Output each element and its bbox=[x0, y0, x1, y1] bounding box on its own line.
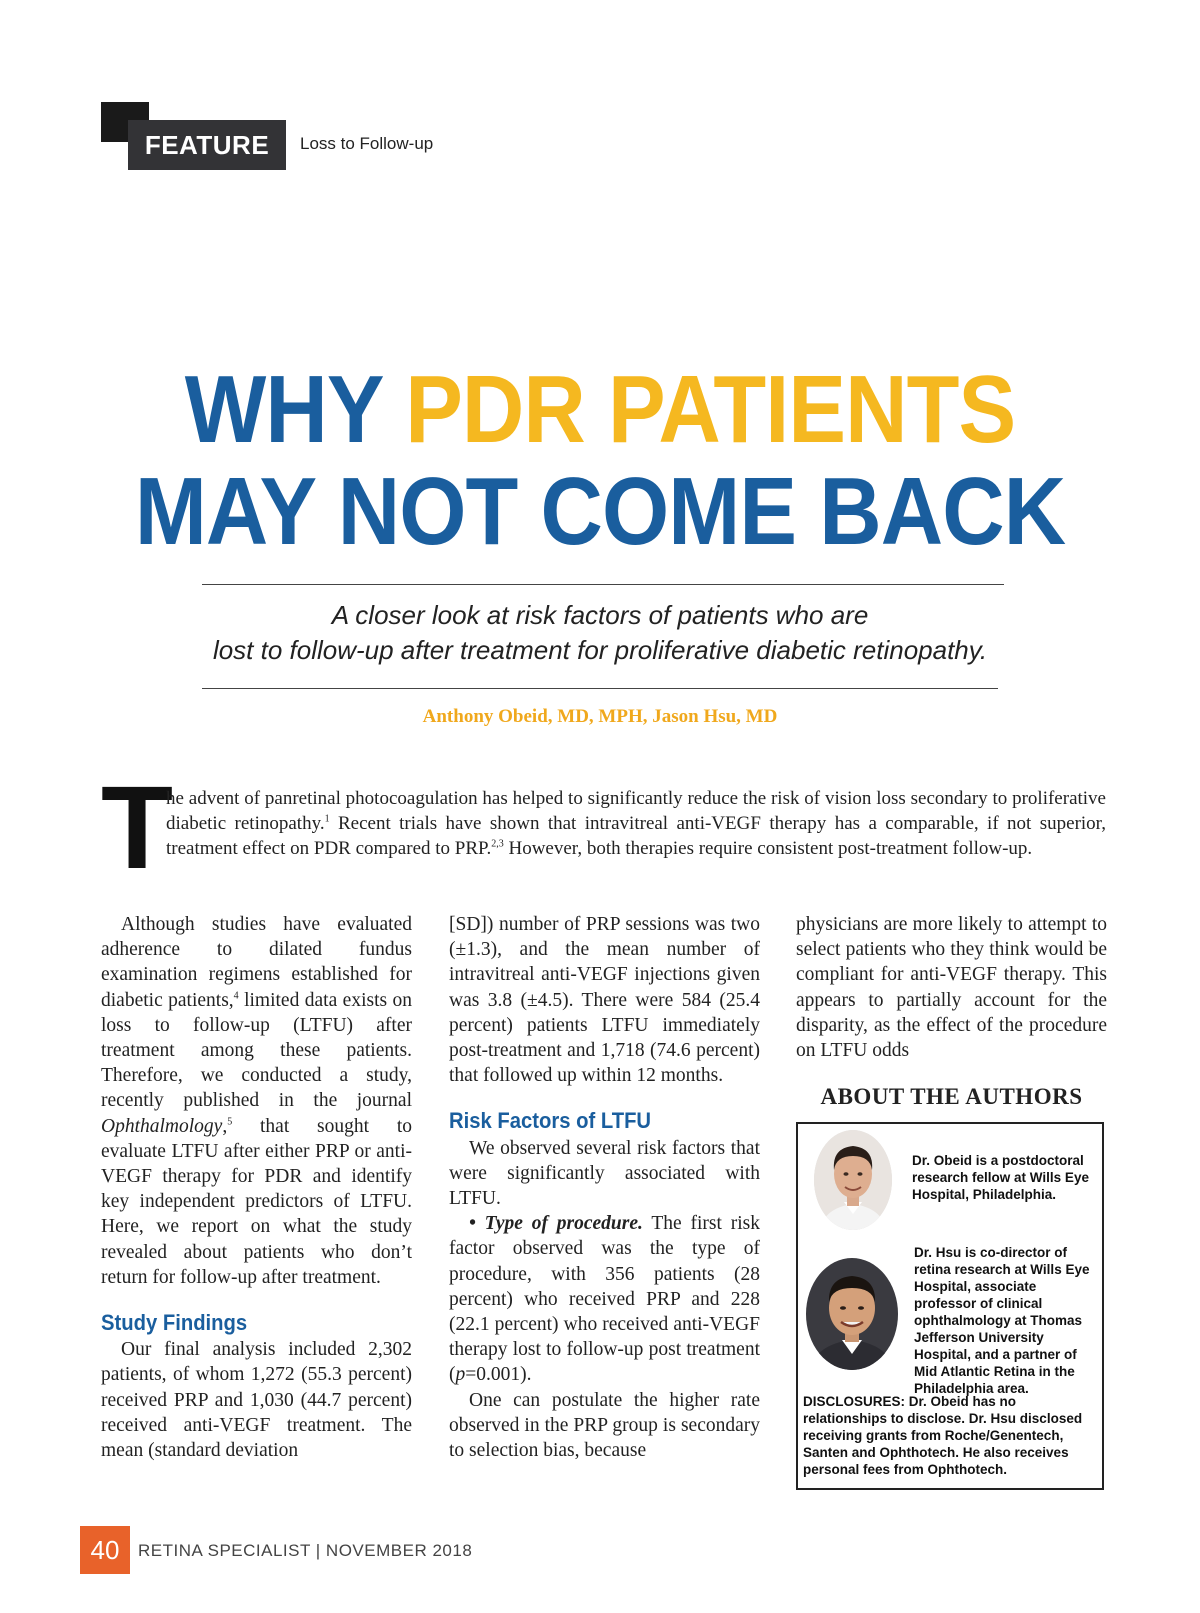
ref-2-3: 2,3 bbox=[491, 838, 504, 850]
intro-text-b: Recent trials have shown that intravitreal anti-VEGF therapy has a comparable, if not superior, treatment effect on PDR compared to PRP. bbox=[166, 813, 1106, 859]
portrait-icon bbox=[806, 1258, 898, 1370]
col3-paragraph-1: physicians are more likely to attempt to select patients who they think would be compliant for anti-VEGF therapy. This appears to partially account for the disparity, as the effect of the procedure on LTFU odds bbox=[796, 914, 1107, 1062]
p-value-symbol: p bbox=[455, 1364, 466, 1386]
headline-line-2: MAY NOT COME BACK bbox=[134, 458, 1066, 565]
section-label: Loss to Follow-up bbox=[300, 134, 434, 153]
ref-5: 5 bbox=[227, 1116, 233, 1128]
col2-text-a: The first risk factor observed was the type of procedure, with 356 patients (28 percent) who received PRP and 228 (22.1 percent) who received anti-VEGF therapy lost to follow-up post treatment ( bbox=[449, 1213, 760, 1386]
disclosures: DISCLOSURES: Dr. Obeid has no relationships to disclose. Dr. Hsu disclosed receiving grants from Roche/Genentech, Santen and Ophthotech. He also receives personal fees from Ophthotech. bbox=[803, 1394, 1083, 1477]
publication-footer: RETINA SPECIALIST | NOVEMBER 2018 bbox=[138, 1541, 473, 1560]
deck-line-1: A closer look at risk factors of patients who are bbox=[331, 600, 869, 630]
deck-line-2: lost to follow-up after treatment for proliferative diabetic retinopathy. bbox=[212, 635, 988, 665]
heading-study-findings: Study Findings bbox=[101, 1310, 248, 1336]
intro-text-a: he advent of panretinal photocoagulation has helped to significantly reduce the risk of vision loss secondary to proliferative diabetic retinopathy. bbox=[166, 788, 1106, 834]
ref-1: 1 bbox=[324, 813, 330, 825]
divider-bottom bbox=[202, 688, 998, 689]
ref-4: 4 bbox=[233, 990, 239, 1002]
about-authors-title: ABOUT THE AUTHORS bbox=[820, 1084, 1083, 1109]
heading-risk-factors: Risk Factors of LTFU bbox=[449, 1108, 652, 1134]
col1-paragraph-2: Our final analysis included 2,302 patients, of whom 1,272 (55.3 percent) received PRP and 1,030 (44.7 percent) received anti-VEGF treatment. The mean (standard deviation bbox=[101, 1339, 412, 1462]
deck bbox=[0, 598, 1200, 668]
column-1 bbox=[101, 912, 412, 1463]
col2-paragraph-4: One can postulate the higher rate observed in the PRP group is secondary to selection bias, because bbox=[449, 1389, 760, 1462]
drop-cap: T bbox=[101, 762, 174, 894]
feature-tag: FEATURE bbox=[128, 120, 286, 170]
bullet-type-of-procedure: • Type of procedure. bbox=[469, 1213, 643, 1235]
bio-hsu: Dr. Hsu is co-director of retina research at Wills Eye Hospital, associate professor of clinical ophthalmology at Thomas Jefferson University Hospital, and a partner of Mid Atlantic Retina in the Philadelphia area. bbox=[914, 1245, 1090, 1396]
col2-paragraph-3 bbox=[449, 1211, 760, 1387]
headline-part-blue: WHY bbox=[184, 356, 406, 463]
col2-paragraph-2: We observed several risk factors that were significantly associated with LTFU. bbox=[449, 1137, 760, 1210]
col2-text-b: =0.001). bbox=[465, 1364, 532, 1386]
byline: Anthony Obeid, MD, MPH, Jason Hsu, MD bbox=[422, 706, 778, 727]
col1-text-c: that sought to evaluate LTFU after either PRP or anti-VEGF therapy for PDR and identify key independent predictors of LTFU. Here, we report on what the study revealed about patients who don’t return for follow-up after treatment. bbox=[101, 1115, 412, 1288]
divider-top bbox=[202, 584, 1004, 585]
headline-line-1 bbox=[60, 356, 1140, 463]
journal-name: Ophthalmology bbox=[101, 1115, 223, 1137]
bio-obeid: Dr. Obeid is a postdoctoral research fellow at Wills Eye Hospital, Philadelphia. bbox=[912, 1153, 1089, 1202]
author-photo-hsu bbox=[806, 1258, 898, 1370]
col2-paragraph-1: [SD]) number of PRP sessions was two (±1.3), and the mean number of intravitreal anti-VEGF injections given was 3.8 (±4.5). There were 584 (25.4 percent) patients LTFU immediately post-treatment and 1,718 (74.6 percent) that followed up within 12 months. bbox=[449, 914, 760, 1087]
page-number: 40 bbox=[80, 1526, 130, 1574]
column-2 bbox=[449, 912, 760, 1463]
col1-text-a: Although studies have evaluated adherence to dilated fundus examination regimens established for diabetic patients, bbox=[101, 914, 412, 1011]
col1-paragraph-1: Although studies have evaluated adherence to dilated fundus examination regimens established for diabetic patients,$^4$ limited data exists on loss to follow-up (LTFU) after treatment among these patients. Therefore, we conducted a study, recently published in the journal Ophthalmology,$^5$ that sought to evaluate LTFU after either PRP or anti-VEGF therapy for PDR and identify key independent predictors of LTFU. Here, we report on what the study revealed about patients who don’t return for follow-up after treatment. bbox=[101, 914, 412, 1288]
intro-text-c: However, both therapies require consistent post-treatment follow-up. bbox=[503, 838, 1033, 859]
headline-part-yellow: PDR PATIENTS bbox=[405, 356, 1016, 463]
intro-paragraph bbox=[166, 786, 1106, 861]
column-3 bbox=[796, 912, 1107, 1063]
portrait-icon bbox=[814, 1130, 892, 1230]
author-photo-obeid bbox=[814, 1130, 892, 1230]
col1-text-b: limited data exists on loss to follow-up (LTFU) after treatment among these patients. Therefore, we conducted a study, recently published in the journal bbox=[101, 989, 412, 1112]
